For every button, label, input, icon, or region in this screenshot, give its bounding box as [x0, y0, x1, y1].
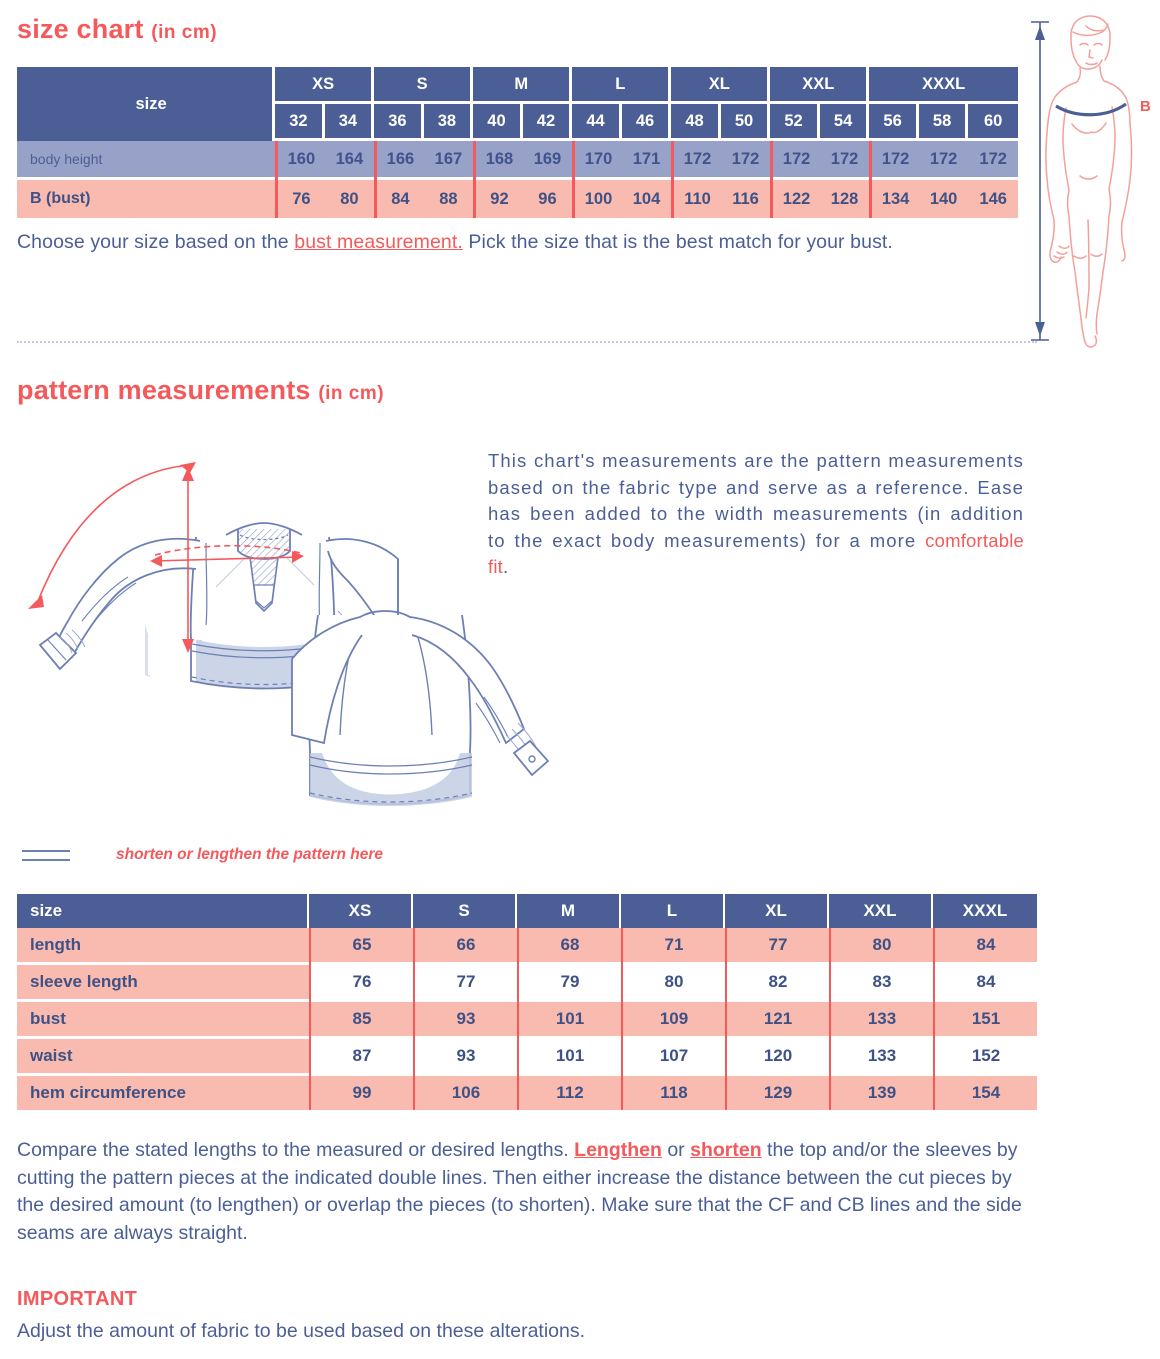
cell-body-height-52: 172 [770, 141, 820, 177]
pattern-cell-bust-xxl: 133 [829, 1002, 933, 1036]
body-figure-svg [1016, 8, 1160, 356]
size-chart-section [17, 14, 1020, 254]
cell-body-height-36: 166 [374, 141, 424, 177]
pattern-paragraph-highlight: comfortable fit [488, 529, 1024, 577]
pattern-cell-waist-m: 101 [517, 1039, 621, 1073]
section-divider [17, 341, 1037, 343]
size-number-54: 54 [820, 104, 870, 141]
pattern-cell-sleeve-xl: 82 [725, 965, 829, 999]
length-arrow-head-top [182, 467, 194, 481]
cell-body-height-42: 169 [533, 149, 562, 168]
pattern-col-header-l: L [621, 894, 725, 928]
pattern-row-label-length: length [17, 928, 309, 962]
bust-label: B [1140, 98, 1151, 115]
pattern-cell-hem-s: 106 [413, 1076, 517, 1110]
garment-back-view [292, 611, 548, 806]
pattern-col-header-xxl: XXL [829, 894, 933, 928]
height-arrow-head-bottom [1035, 322, 1045, 336]
table-row-body-height [17, 141, 1018, 177]
cell-bust-50: 116 [732, 189, 759, 208]
table-row-bust [17, 180, 1018, 218]
pattern-cell-waist-xxxl: 152 [933, 1039, 1037, 1073]
size-group-header-l: L [572, 67, 671, 104]
pattern-col-header-xxxl: XXXL [933, 894, 1037, 928]
size-number-42: 42 [523, 104, 573, 141]
pattern-cell-length-s: 66 [413, 928, 517, 962]
cell-bust-34: 80 [340, 189, 359, 208]
pattern-title-text: pattern measurements [17, 375, 311, 405]
cell-body-height-58: 172 [929, 149, 958, 168]
row-label-body-height: body height [30, 151, 103, 167]
size-number-34: 34 [325, 104, 375, 141]
cell-body-height-50: 172 [731, 149, 760, 168]
pattern-cell-bust-l: 109 [621, 1002, 725, 1036]
cell-body-height-40: 168 [473, 141, 523, 177]
size-chart-title [17, 14, 1020, 45]
pattern-col-header-s: S [413, 894, 517, 928]
compare-paragraph [17, 1137, 1039, 1247]
size-number-52: 52 [770, 104, 820, 141]
pattern-cell-length-xxxl: 84 [933, 928, 1037, 962]
pattern-row-hem-circumference [17, 1076, 1037, 1110]
size-number-46: 46 [622, 104, 672, 141]
cell-bust-46: 104 [632, 189, 661, 208]
pattern-col-header-xs: XS [309, 894, 413, 928]
pattern-cell-bust-xs: 85 [309, 1002, 413, 1036]
lengthen-shorten-legend [22, 846, 383, 864]
size-chart-note [17, 231, 1020, 254]
pattern-cell-sleeve-s: 77 [413, 965, 517, 999]
size-number-38: 38 [424, 104, 474, 141]
size-number-44: 44 [572, 104, 622, 141]
size-chart-note-part2: Pick the size that is the best match for your bust. [462, 231, 893, 253]
cell-body-height-34: 164 [335, 149, 364, 168]
size-chart-title-text: size chart [17, 14, 144, 44]
pattern-cell-bust-s: 93 [413, 1002, 517, 1036]
cell-bust-60: 146 [979, 189, 1007, 208]
important-label: IMPORTANT [17, 1288, 138, 1310]
size-group-header-xxxl: XXXL [869, 67, 1018, 104]
pattern-cell-waist-l: 107 [621, 1039, 725, 1073]
cell-bust-58: 140 [929, 189, 958, 208]
compare-paragraph-lengthen: Lengthen [574, 1139, 662, 1161]
pattern-cell-length-xs: 65 [309, 928, 413, 962]
sleeve-arrow-head-bottom [28, 595, 44, 609]
pattern-row-waist [17, 1039, 1037, 1073]
size-chart-group-header-row [17, 67, 1018, 104]
pattern-cell-length-xxl: 80 [829, 928, 933, 962]
pattern-row-bust [17, 1002, 1037, 1036]
size-group-header-xl: XL [671, 67, 770, 104]
pattern-cell-waist-xl: 120 [725, 1039, 829, 1073]
cell-body-height-32: 160 [275, 141, 325, 177]
size-group-header-xxl: XXL [770, 67, 869, 104]
important-text: Adjust the amount of fabric to be used based on these alterations. [17, 1320, 586, 1342]
pattern-cell-waist-xs: 87 [309, 1039, 413, 1073]
pattern-cell-bust-m: 101 [517, 1002, 621, 1036]
pattern-title-unit: (in cm) [318, 383, 385, 404]
compare-paragraph-mid: or [661, 1139, 691, 1161]
pattern-cell-length-xl: 77 [725, 928, 829, 962]
pattern-cell-sleeve-l: 80 [621, 965, 725, 999]
cell-bust-54: 128 [830, 189, 859, 208]
size-chart-title-unit: (in cm) [151, 22, 218, 43]
pattern-row-length [17, 928, 1037, 962]
cell-bust-52: 122 [770, 180, 820, 218]
cell-body-height-38: 167 [434, 149, 463, 168]
cell-body-height-48: 172 [671, 141, 721, 177]
row-label-bust: B (bust) [30, 190, 91, 207]
pattern-measurements-table [17, 894, 1037, 1110]
pattern-cell-length-m: 68 [517, 928, 621, 962]
size-group-header-m: M [473, 67, 572, 104]
height-arrow-head-top [1035, 26, 1045, 40]
pattern-cell-hem-xs: 99 [309, 1076, 413, 1110]
pattern-cell-bust-xxxl: 151 [933, 1002, 1037, 1036]
pattern-row-label-waist: waist [17, 1039, 309, 1073]
double-line-icon [22, 850, 70, 861]
size-group-header-s: S [374, 67, 473, 104]
size-number-36: 36 [374, 104, 424, 141]
height-arrow-icon [1031, 22, 1049, 340]
pattern-col-header-xl: XL [725, 894, 829, 928]
important-block [17, 1288, 1017, 1343]
cell-bust-38: 88 [439, 189, 458, 208]
pattern-cell-hem-m: 112 [517, 1076, 621, 1110]
pattern-paragraph-part1: This chart's measurements are the pattern measurements based on the fabric type and serve as a reference. Ease has been added to the width measurements (in addition to the exact body measurements) for a more [488, 450, 1024, 551]
pattern-cell-sleeve-xs: 76 [309, 965, 413, 999]
pattern-cell-waist-s: 93 [413, 1039, 517, 1073]
cell-bust-44: 100 [572, 180, 622, 218]
size-number-40: 40 [473, 104, 523, 141]
pattern-cell-hem-xl: 129 [725, 1076, 829, 1110]
cell-bust-36: 84 [374, 180, 424, 218]
compare-paragraph-shorten: shorten [690, 1139, 762, 1161]
cell-body-height-54: 172 [830, 149, 859, 168]
pattern-measurements-section [17, 375, 1047, 410]
pattern-row-header-label: size [17, 894, 309, 928]
size-number-50: 50 [721, 104, 771, 141]
cell-body-height-56: 172 [869, 141, 919, 177]
cell-body-height-46: 171 [632, 149, 661, 168]
size-chart-note-part1: Choose your size based on the [17, 231, 295, 253]
pattern-row-sleeve-length [17, 965, 1037, 999]
size-number-32: 32 [275, 104, 325, 141]
pattern-row-label-hem: hem circumference [17, 1076, 309, 1110]
pattern-title [17, 375, 1047, 406]
size-chart-row-header-label: size [17, 67, 275, 141]
cell-body-height-60: 172 [979, 149, 1007, 168]
pattern-cell-waist-xxl: 133 [829, 1039, 933, 1073]
pattern-cell-length-l: 71 [621, 928, 725, 962]
pattern-cell-hem-l: 118 [621, 1076, 725, 1110]
size-number-48: 48 [671, 104, 721, 141]
cell-body-height-44: 170 [572, 141, 622, 177]
size-chart-table [17, 67, 1018, 218]
size-chart-note-highlight: bust measurement. [294, 231, 463, 253]
pattern-paragraph-part2: . [503, 556, 510, 577]
legend-label: shorten or lengthen the pattern here [116, 846, 383, 863]
body-figure-illustration [1016, 8, 1160, 356]
size-number-60: 60 [968, 104, 1018, 141]
compare-paragraph-part2: the top and/or the sleeves by cutting the pattern pieces at the indicated double lines. Then either increase the distance between the cut pieces by the desired amount (to lengthen) or overlap the pieces (to shorten). Make sure that the CF and CB lines and the side seams are always straight. [17, 1139, 1022, 1244]
pattern-table-header-row [17, 894, 1037, 928]
bust-measurement-line [1056, 104, 1126, 115]
pattern-cell-hem-xxxl: 154 [933, 1076, 1037, 1110]
cell-bust-56: 134 [869, 180, 919, 218]
pattern-cell-sleeve-m: 79 [517, 965, 621, 999]
cell-bust-32: 76 [275, 180, 325, 218]
cell-bust-48: 110 [671, 180, 721, 218]
female-body-outline [1046, 16, 1132, 347]
pattern-cell-hem-xxl: 139 [829, 1076, 933, 1110]
pattern-cell-sleeve-xxxl: 84 [933, 965, 1037, 999]
size-group-header-xs: XS [275, 67, 374, 104]
cell-bust-40: 92 [473, 180, 523, 218]
pattern-row-label-sleeve-length: sleeve length [17, 965, 309, 999]
size-number-58: 58 [919, 104, 969, 141]
pattern-paragraph [488, 448, 1024, 581]
pattern-cell-bust-xl: 121 [725, 1002, 829, 1036]
cell-bust-42: 96 [538, 189, 557, 208]
pattern-measurements-table-wrap [17, 894, 1037, 1110]
compare-paragraph-part1: Compare the stated lengths to the measured or desired lengths. [17, 1139, 575, 1161]
pattern-col-header-m: M [517, 894, 621, 928]
pattern-row-label-bust: bust [17, 1002, 309, 1036]
pattern-cell-sleeve-xxl: 83 [829, 965, 933, 999]
size-number-56: 56 [869, 104, 919, 141]
